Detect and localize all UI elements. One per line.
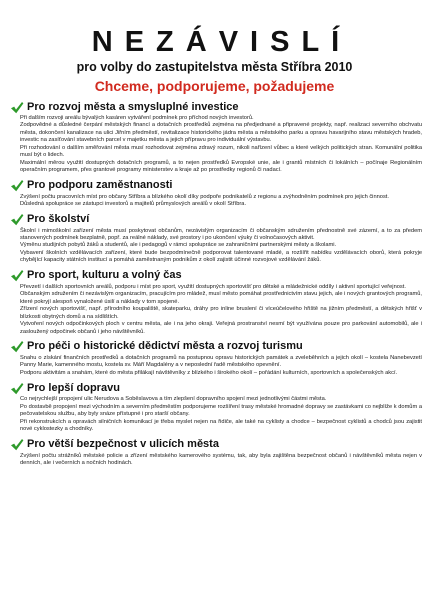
section-heading [10, 213, 422, 227]
section-paragraph: Vybavení školních vzdělávacích zařízení, které bude bezpodmínečně podporovat talentované mladé, a rozšířit nabídku vzdělávacích oborů, která pokryje chybějící kapacity státních institucí a pomáhá zaměstnaným podnikům z okolí zajistit účinné rozvojové vzdělávání žáků. [20, 249, 422, 264]
section-paragraph: Zvýšení počtu strážníků městské policie a zřízení městského kamerového systému, tak, aby byla zajištěna bezpečnost občanů i návštěvníků města nejen v denních, ale i večerních a nočních hodinách. [20, 452, 422, 467]
section-paragraph: Při rekonstrukcích a opravách silničních komunikací je třeba myslet nejen na řidiče, ale také na cyklisty a chodce – bezpečnost cyklistů a chodců jsou zajistit nové cyklostezky a chodníky. [20, 418, 422, 433]
section-heading [10, 340, 422, 354]
section-paragraph: Po dostavbě propojení mezi východním a severním předměstím podporujeme rozšíření trasy městské hromadné dopravy se zastávkami co nejblíže k domům a pečovatelskou službu, aby byly snáze přístupné i pro starší občany. [20, 403, 422, 418]
checkmark-icon [10, 179, 24, 192]
section-paragraph: Vytvoření nových odpočinkových ploch v centru města, ale i na jeho okraji. Veřejná prostranství nesmí být využívána pouze pro parkování automobilů, ale i zasloužený odpočinek občanů i jeho návštěvníků. [20, 321, 422, 335]
section-paragraph: Zodpovědné a důsledné čerpání městských financí a dotačních prostředků zejména na předjednané a připravené projekty, např. realizaci severního obchvatu města, dokončení kanalizace na ulici Jiřním předměstí, revitalizace historického jádra města a městského parku a opravu havarijního stavu městských hradeb, investic na zasíťování stavebních parcel v majetku města a jejich přípravu pro individuální výstavbu. [20, 122, 422, 144]
section-paragraph: Při dalším rozvoji areálu bývalých kasáren vytváření podmínek pro příchod nových investorů. [20, 115, 254, 121]
program-section [10, 438, 422, 468]
checkmark-icon [10, 340, 24, 353]
section-paragraph: Zřízení nových sportovišť, např. přírodního koupaliště, skateparku, dráhy pro inline bruslení či víceúčelového hřiště na jižním předměstí, a dětských hřišť v blízkosti obytných domů a na sídlištích. [20, 306, 422, 320]
flyer-header [0, 26, 429, 95]
section-title: Pro větší bezpečnost v ulicích města [27, 438, 219, 451]
program-section [10, 100, 422, 175]
program-section [10, 381, 422, 433]
section-paragraph: Maximální měrou využití dostupných dotačních programů, a to nejen prostředků Evropské unie, ale i grantů místních či lokálních – počínaje Regionálním operačním programem, přes grantové programy ministerstev a kraje až po prostředky regionů či nadací. [20, 159, 422, 174]
section-heading [10, 381, 422, 395]
section-paragraph: Zvýšení počtu pracovních míst pro občany Stříbra a blízkého okolí díky podpoře podnikatelů z regionu a zvýhodněním podmínek pro jejich činnost. [20, 193, 389, 200]
section-paragraph: Co nejrychlejší propojení ulic Nerudova a Soběslavova a tím zlepšení dopravního spojení mezi jednotlivými částmi města. [20, 396, 327, 403]
section-heading [10, 179, 422, 193]
section-heading [10, 100, 422, 114]
section-paragraph: Snahu o získání finančních prostředků a dotačních programů na postupnou opravu historických památek a zveleběhních a jejich okolí – kostela Nanebevzetí Panny Marie, kamenného mostu, kostela sv. Máří Magdalény a v neposlední řadě městského opevnění. [20, 354, 422, 369]
program-sections [10, 100, 422, 472]
section-body [10, 194, 422, 209]
program-section [10, 213, 422, 265]
section-paragraph: Převzetí i dalších sportovních areálů, podporu i míst pro sport, využití dostupných sportovišť pro dětské a mládežnické oddíly i aktivní sportující veřejnost. [20, 283, 406, 290]
page-subtitle: pro volby do zastupitelstva města Stříbra 2010 [76, 60, 353, 74]
section-title: Pro rozvoj města a smysluplné investice [27, 100, 239, 113]
section-body [10, 453, 422, 468]
program-section [10, 340, 422, 377]
checkmark-icon [10, 101, 24, 114]
section-title: Pro školství [27, 213, 90, 226]
checkmark-icon [10, 382, 24, 395]
program-section [10, 269, 422, 336]
section-heading [10, 438, 422, 452]
section-paragraph: Podporu aktivitám a snahám, které do města přilákají návštěvníky z blízkého i širokého okolí – pořádání kulturních, sportovních a společenských akcí. [20, 369, 398, 376]
section-paragraph: Důsledná spolupráce se zástupci investorů a majitelů průmyslových areálů v okolí Stříbra. [20, 201, 247, 208]
program-section [10, 179, 422, 209]
checkmark-icon [10, 213, 24, 226]
section-paragraph: Občanským sdružením či nezávislým organizacím, pracujícím pro mládež, musí město pomáhat prostřednictvím stavu jejich, ale i nových grantových programů, které pokryjí alespoň vynaložené úsilí a náklady v tom spojené. [20, 291, 422, 305]
section-body [10, 228, 422, 265]
section-title: Pro lepší dopravu [27, 381, 120, 394]
section-paragraph: Výměnu studijních pobytů žáků a studentů, ale i pedagogů v rámci spolupráce se zahraničními partnerskými městy a školami. [20, 242, 337, 249]
checkmark-icon [10, 269, 24, 282]
section-paragraph: Při rozhodování o dalším směřování města musí rozhodovat zejména zdravý rozum, nikoli nařízení vůbec a které velkých politických stran. Komunální politika musí být o lidech. [20, 144, 422, 159]
section-body [10, 115, 422, 175]
section-body [10, 355, 422, 377]
section-title: Pro sport, kulturu a volný čas [27, 269, 182, 282]
section-heading [10, 269, 422, 283]
section-body [10, 284, 422, 336]
page-title: NEZÁVISLÍ [91, 26, 352, 58]
section-paragraph: Školní i mimoškolní zařízení města musí poskytovat občanům, nezávislým organizacím či občanským sdružením přednostně své zázemí, a to za předem stanovených podmínek bezplatně, popř. za reálné náklady, své prostory i po ukončení výuky či volnočasových aktivit. [20, 227, 422, 241]
section-title: Pro podporu zaměstnanosti [27, 179, 173, 192]
section-title: Pro péči o historické dědictví města a rozvoj turismu [27, 340, 303, 353]
section-body [10, 396, 422, 433]
slogan: Chceme, podporujeme, požadujeme [94, 78, 335, 94]
checkmark-icon [10, 438, 24, 451]
